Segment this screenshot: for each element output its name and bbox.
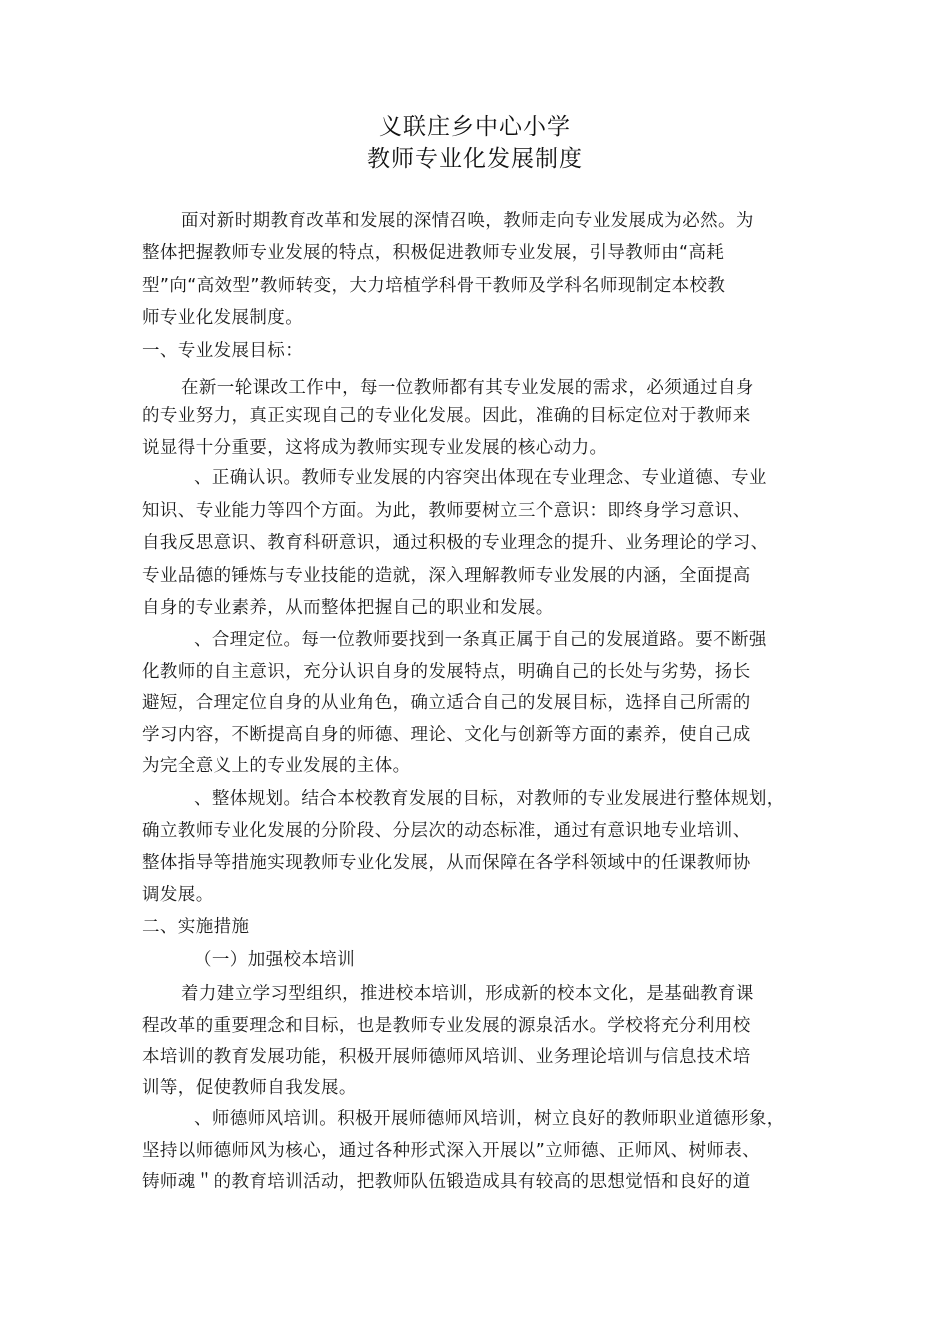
- body-line: 调发展。: [142, 885, 214, 905]
- body-line: 型”向“高效型”教师转变，大力培植学科骨干教师及学科名师现制定本校教: [142, 276, 726, 296]
- section-heading: 二、实施措施: [142, 917, 250, 937]
- body-line: 为完全意义上的专业发展的主体。: [142, 756, 411, 776]
- body-line: 、整体规划。结合本校教育发展的目标，对教师的专业发展进行整体规划，: [194, 789, 785, 809]
- body-line: 自我反思意识、教育科研意识，通过积极的专业理念的提升、业务理论的学习、: [142, 533, 769, 553]
- document-title-line-1: 义联庄乡中心小学: [379, 114, 571, 140]
- body-line: 师专业化发展制度。: [142, 308, 304, 328]
- body-line: 坚持以师德师风为核心，通过各种形式深入开展以”立师德、正师风、树师表、: [142, 1141, 761, 1161]
- body-line: 避短，合理定位自身的从业角色，确立适合自己的发展目标，选择自己所需的: [142, 693, 751, 713]
- body-line: 确立教师专业化发展的分阶段、分层次的动态标准，通过有意识地专业培训、: [142, 821, 751, 841]
- body-line: 在新一轮课改工作中，每一位教师都有其专业发展的需求，必须通过自身: [181, 378, 754, 398]
- body-line: 自身的专业素养，从而整体把握自己的职业和发展。: [142, 598, 554, 618]
- body-line: 面对新时期教育改革和发展的深情召唤，教师走向专业发展成为必然。为: [181, 211, 754, 231]
- body-line: 训等，促使教师自我发展。: [142, 1078, 357, 1098]
- body-line: 、正确认识。教师专业发展的内容突出体现在专业理念、专业道德、专业: [194, 468, 767, 488]
- section-heading: 一、专业发展目标：: [142, 341, 304, 361]
- body-line: 铸师魂＂的教育培训活动，把教师队伍锻造成具有较高的思想觉悟和良好的道: [142, 1172, 751, 1192]
- body-line: 化教师的自主意识，充分认识自身的发展特点，明确自己的长处与劣势，扬长: [142, 662, 751, 682]
- body-line: 说显得十分重要，这将成为教师实现专业发展的核心动力。: [142, 438, 608, 458]
- body-line: 知识、专业能力等四个方面。为此，教师要树立三个意识：即终身学习意识、: [142, 501, 751, 521]
- body-line: 本培训的教育发展功能，积极开展师德师风培训、业务理论培训与信息技术培: [142, 1047, 751, 1067]
- body-line: 学习内容，不断提高自身的师德、理论、文化与创新等方面的素养，使自己成: [142, 725, 751, 745]
- body-line: 、合理定位。每一位教师要找到一条真正属于自己的发展道路。要不断强: [194, 630, 767, 650]
- body-line: 专业品德的锤炼与专业技能的造就，深入理解教师专业发展的内涵，全面提高: [142, 566, 751, 586]
- body-line: 整体指导等措施实现教师专业化发展，从而保障在各学科领域中的任课教师协: [142, 853, 751, 873]
- document-title-line-2: 教师专业化发展制度: [367, 146, 583, 172]
- body-line: 、师德师风培训。积极开展师德师风培训，树立良好的教师职业道德形象，: [194, 1109, 785, 1129]
- body-line: 整体把握教师专业发展的特点，积极促进教师专业发展，引导教师由“高耗: [142, 243, 725, 263]
- subsection-heading: （一）加强校本培训: [194, 950, 356, 970]
- body-line: 程改革的重要理念和目标，也是教师专业发展的源泉活水。学校将充分利用校: [142, 1016, 751, 1036]
- body-line: 着力建立学习型组织，推进校本培训，形成新的校本文化，是基础教育课: [181, 984, 754, 1004]
- body-line: 的专业努力，真正实现自己的专业化发展。因此，准确的目标定位对于教师来: [142, 406, 751, 426]
